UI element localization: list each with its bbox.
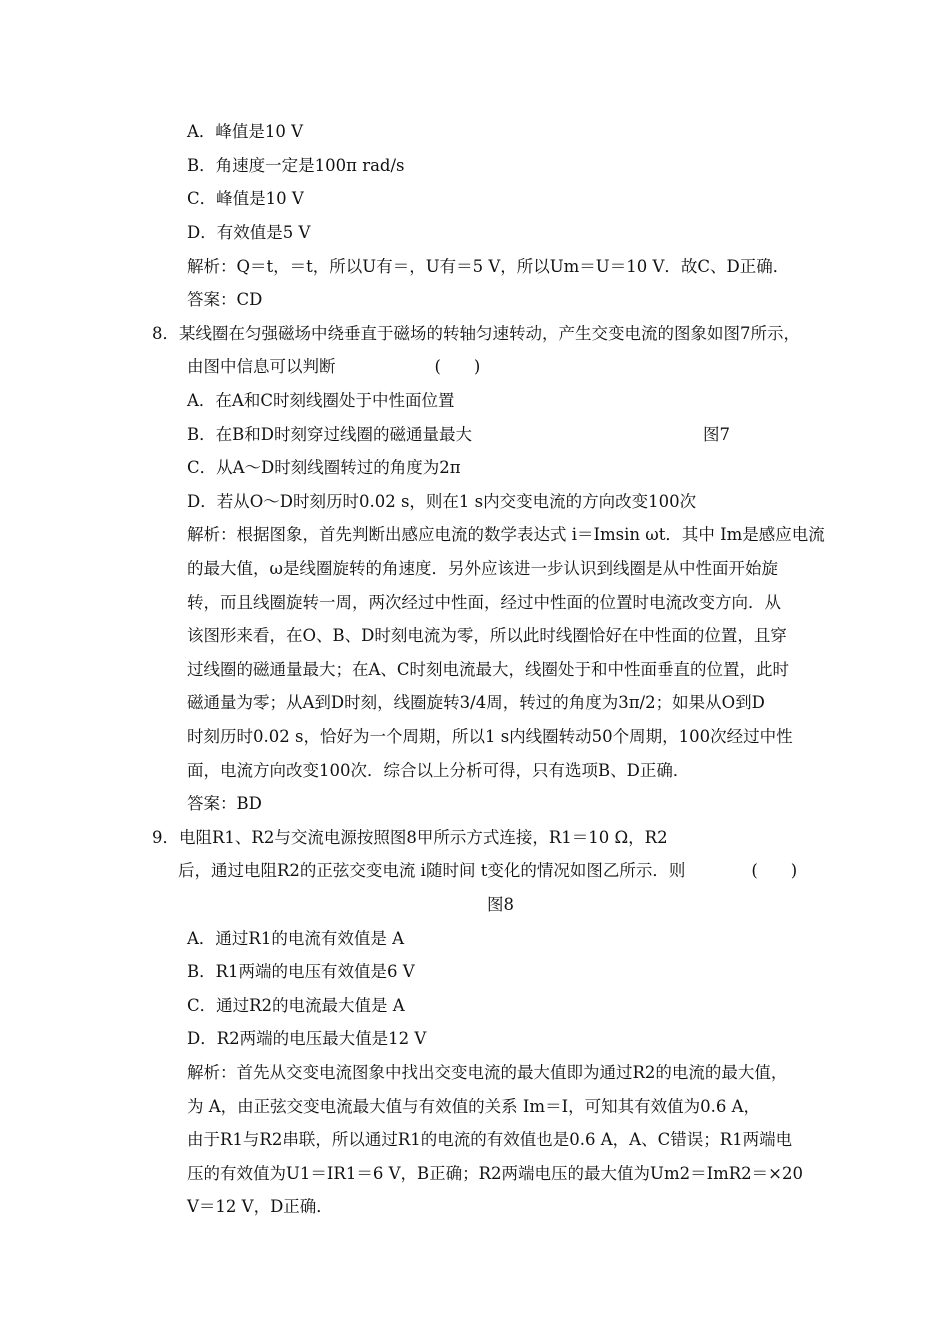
q8-option-a: A．在A和C时刻线圈处于中性面位置 (187, 391, 455, 410)
q9-analysis-line: V＝12 V，D正确． (187, 1197, 333, 1216)
q9-stem-line2: 后，通过电阻R2的正弦交变电流 i随时间 t变化的情况如图乙所示．则 ( ) (178, 861, 798, 880)
q8-analysis-line: 该图形来看，在O、B、D时刻电流为零，所以此时线圈恰好在中性面的位置，且穿 (187, 626, 787, 645)
q8-analysis-line: 的最大值，ω是线圈旋转的角速度．另外应该进一步认识到线圈是从中性面开始旋 (187, 559, 778, 578)
q8-analysis-line: 时刻历时0.02 s，恰好为一个周期，所以1 s内线圈转动50个周期，100次经过中性 (187, 727, 793, 746)
q9-option-b: B．R1两端的电压有效值是6 V (187, 962, 415, 981)
q8-analysis-line: 解析：根据图象，首先判断出感应电流的数学表达式 i＝Imsin ωt．其中 Im是感应电流 (187, 525, 825, 544)
q9-analysis-line: 解析：首先从交变电流图象中找出交变电流的最大值即为通过R2的电流的最大值， (187, 1063, 788, 1082)
q7-option-c: C．峰值是10 V (187, 189, 304, 208)
q8-answer: 答案：BD (187, 794, 262, 813)
q7-analysis: 解析：Q＝t，＝t，所以U有＝，U有＝5 V，所以Um＝U＝10 V．故C、D正确． (187, 257, 790, 276)
q9-option-a: A．通过R1的电流有效值是 A (187, 929, 404, 948)
q9-option-d: D．R2两端的电压最大值是12 V (187, 1029, 427, 1048)
q9-option-c: C．通过R2的电流最大值是 A (187, 996, 405, 1015)
q8-figure-label: 图7 (703, 425, 730, 444)
q9-figure-label: 图8 (487, 895, 514, 914)
q9-analysis-line: 由于R1与R2串联，所以通过R1的电流的有效值也是0.6 A，A、C错误；R1两端电 (187, 1130, 793, 1149)
q7-option-b: B．角速度一定是100π rad/s (187, 156, 405, 175)
q8-analysis-line: 磁通量为零；从A到D时刻，线圈旋转3/4周，转过的角度为3π/2；如果从O到D (187, 693, 765, 712)
q8-stem-line2: 由图中信息可以判断 ( ) (187, 357, 481, 376)
q8-option-d: D．若从O～D时刻历时0.02 s，则在1 s内交变电流的方向改变100次 (187, 492, 697, 511)
q8-stem-line1: 8．某线圈在匀强磁场中绕垂直于磁场的转轴匀速转动，产生交变电流的图象如图7所示， (152, 324, 800, 343)
q8-analysis-line: 面，电流方向改变100次．综合以上分析可得，只有选项B、D正确． (187, 761, 690, 780)
q9-analysis-line: 为 A，由正弦交变电流最大值与有效值的关系 Im＝I，可知其有效值为0.6 A， (187, 1097, 760, 1116)
q7-answer: 答案：CD (187, 290, 263, 309)
q8-option-b: B．在B和D时刻穿过线圈的磁通量最大 (187, 425, 472, 444)
q9-stem-line1: 9．电阻R1、R2与交流电源按照图8甲所示方式连接，R1＝10 Ω，R2 (152, 828, 668, 847)
q9-analysis-line: 压的有效值为U1＝IR1＝6 V，B正确；R2两端电压的最大值为Um2＝ImR2＝×20 (187, 1164, 804, 1183)
q7-option-a: A．峰值是10 V (187, 122, 304, 141)
q7-option-d: D．有效值是5 V (187, 223, 311, 242)
q8-option-c: C．从A～D时刻线圈转过的角度为2π (187, 458, 461, 477)
q8-analysis-line: 过线圈的磁通量最大；在A、C时刻电流最大，线圈处于和中性面垂直的位置，此时 (187, 660, 790, 679)
q8-analysis-line: 转，而且线圈旋转一周，两次经过中性面，经过中性面的位置时电流改变方向．从 (187, 593, 781, 612)
